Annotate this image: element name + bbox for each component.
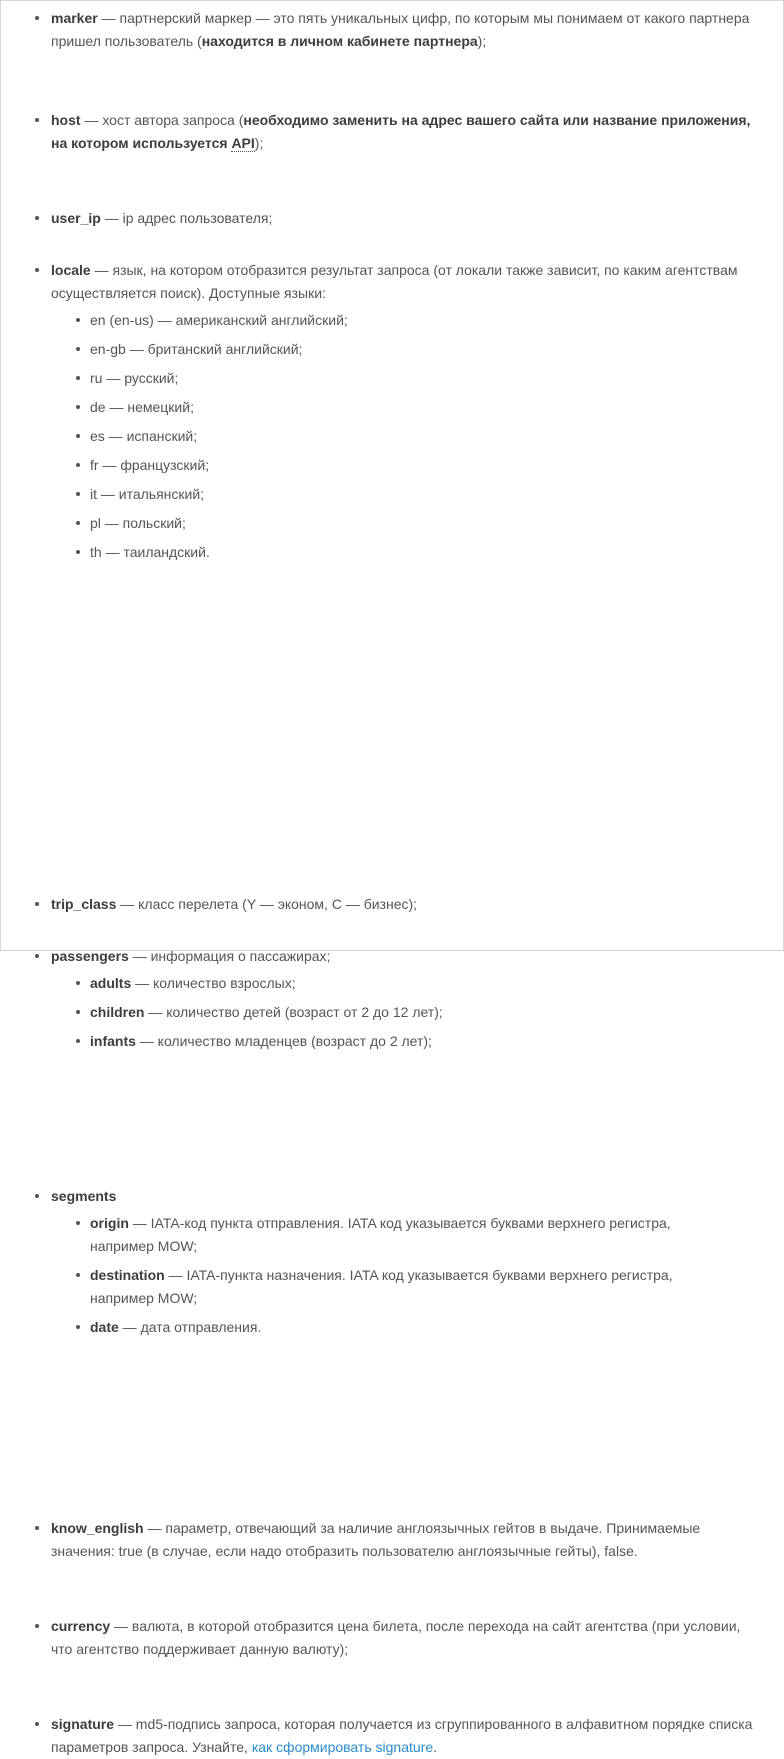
param-name: passengers (51, 948, 129, 964)
param-description: — хост автора запроса ( (80, 112, 244, 128)
segments-list (51, 1212, 753, 1345)
language-de: de — немецкий; (51, 396, 753, 425)
param-description-end: . (433, 1739, 437, 1755)
language-es: es — испанский; (51, 425, 753, 454)
locale-languages-list (51, 309, 753, 570)
signature-howto-link[interactable]: как сформировать signature (251, 1739, 434, 1755)
param-currency (1, 1615, 783, 1661)
language-th: th — таиландский. (51, 541, 753, 570)
param-trip-class (1, 893, 783, 916)
param-note: необходимо заменить на адрес вашего сайта или название приложения, на котором используется API (51, 112, 751, 151)
param-description-end: ); (254, 135, 264, 151)
language-it: it — итальянский; (51, 483, 753, 512)
language-en-us: en (en-us) — американский английский; (51, 309, 753, 338)
param-host (1, 109, 783, 155)
param-description: — ip адрес пользователя; (100, 210, 273, 226)
param-name: user_ip (51, 210, 101, 226)
param-user-ip (1, 207, 783, 230)
param-name: signature (51, 1716, 115, 1732)
param-name: host (51, 112, 81, 128)
passenger-infants: infants — количество младенцев (возраст до 2 лет); (51, 1030, 753, 1059)
param-description: — партнерский маркер — это пять уникальных цифр, по которым мы понимаем от какого партнера пришел пользователь ( (51, 10, 750, 49)
passengers-list (51, 972, 753, 1059)
param-description-end: ); (477, 33, 487, 49)
language-fr: fr — французский; (51, 454, 753, 483)
param-signature (1, 1713, 783, 1759)
param-description: — класс перелета (Y — эконом, C — бизнес); (116, 896, 418, 912)
param-description: — информация о пассажирах; (128, 948, 331, 964)
segment-destination: destination — IATA-пункта назначения. IATA код указывается буквами верхнего регистра, например MOW; (51, 1264, 753, 1316)
parameters-list (1, 1, 783, 1755)
param-name: know_english (51, 1520, 144, 1536)
language-pl: pl — польский; (51, 512, 753, 541)
param-passengers (1, 945, 783, 1059)
param-name: segments (51, 1188, 117, 1204)
param-note: находится в личном кабинете партнера (201, 33, 478, 49)
param-name: trip_class (51, 896, 117, 912)
param-description: — валюта, в которой отобразится цена билета, после перехода на сайт агентства (при условии, что агентство поддерживает данную валюту); (51, 1618, 741, 1657)
param-name: locale (51, 262, 91, 278)
param-locale (1, 259, 783, 570)
language-ru: ru — русский; (51, 367, 753, 396)
param-description: — язык, на котором отобразится результат запроса (от локали также зависит, по каким агентствам осуществляется поиск). Доступные языки: (51, 262, 738, 301)
param-description: — md5-подпись запроса, которая получается из сгруппированного в алфавитном порядке списка параметров запроса. Узнайте, (51, 1716, 753, 1755)
param-description: — параметр, отвечающий за наличие англоязычных гейтов в выдаче. Принимаемые значения: true (в случае, если надо отобразить пользователю англоязычные гейты), false. (51, 1520, 701, 1559)
param-name: currency (51, 1618, 111, 1634)
parameters-document (1, 1, 783, 1755)
segment-date: date — дата отправления. (51, 1316, 753, 1345)
language-en-gb: en-gb — британский английский; (51, 338, 753, 367)
api-abbreviation: API (231, 135, 255, 151)
passenger-adults: adults — количество взрослых; (51, 972, 753, 1001)
param-marker (1, 7, 783, 53)
param-know-english (1, 1517, 783, 1563)
param-segments (1, 1185, 783, 1345)
param-name: marker (51, 10, 98, 26)
passenger-children: children — количество детей (возраст от 2 до 12 лет); (51, 1001, 753, 1030)
segment-origin: origin — IATA-код пункта отправления. IATA код указывается буквами верхнего регистра, например MOW; (51, 1212, 753, 1264)
